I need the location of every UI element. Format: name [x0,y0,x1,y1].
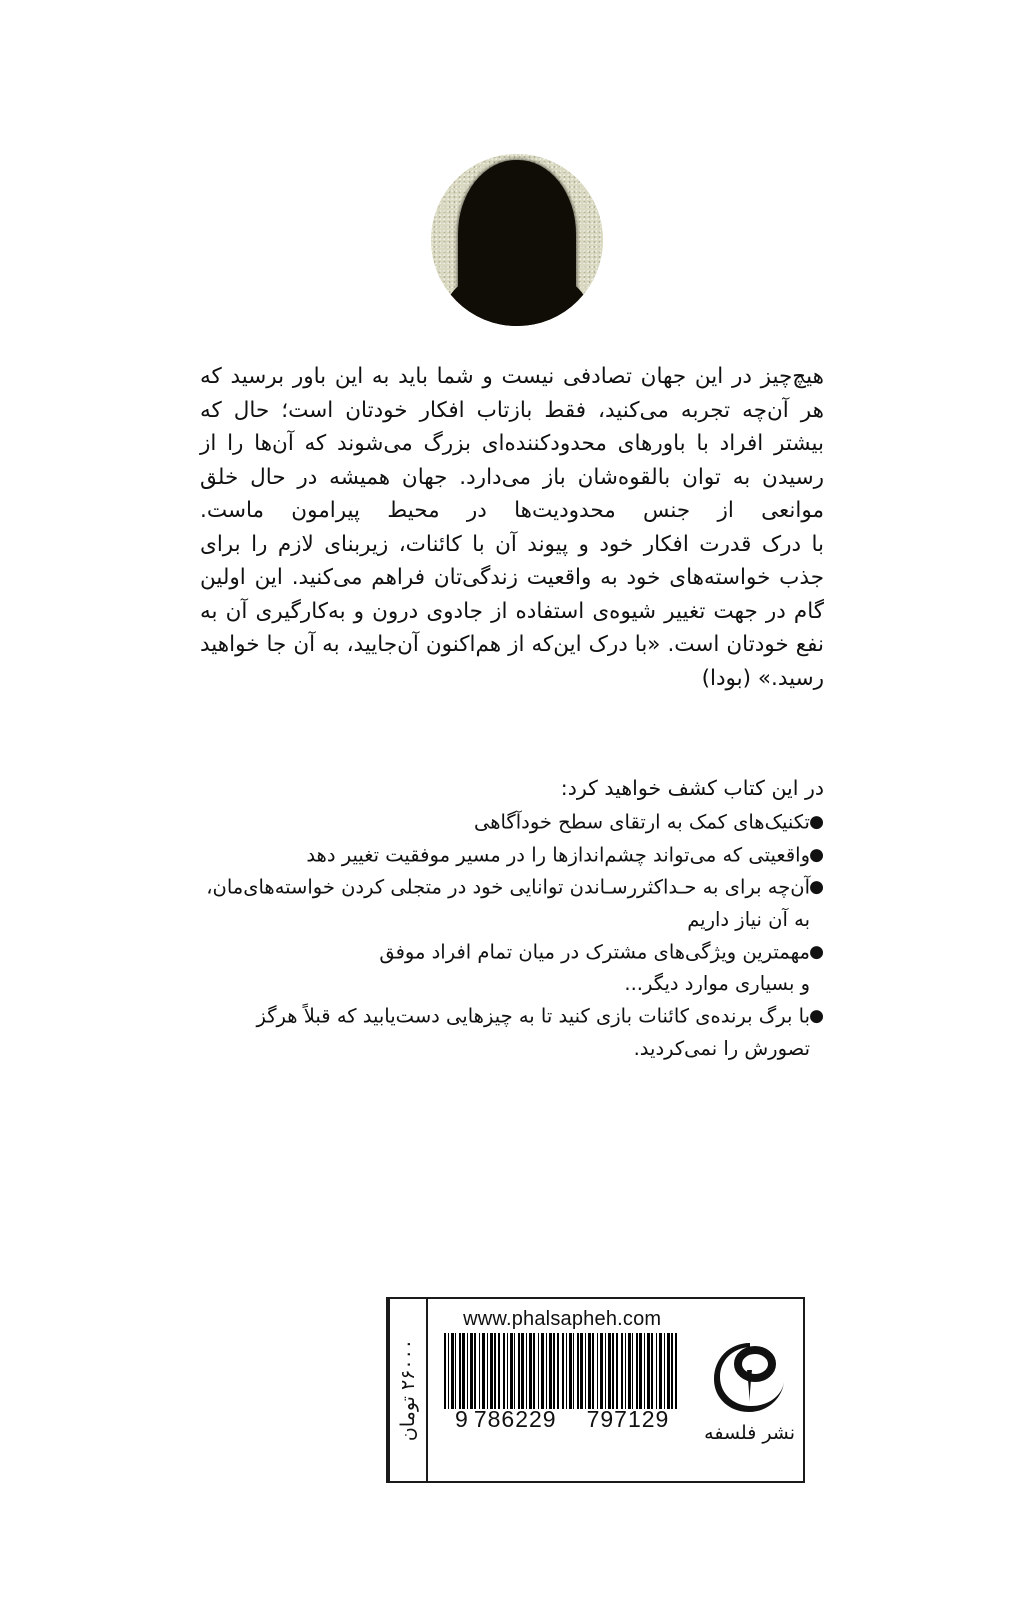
contents-intro-line: در این کتاب کشف خواهید کرد: [560,776,824,800]
price-strip [388,1299,426,1481]
price-label: ۲۶۰۰۰ تومان [397,1338,420,1442]
publisher-logo-icon [709,1336,791,1418]
publisher-barcode-box [386,1297,805,1483]
publisher-name-label: نشر فلسفه [704,1422,796,1444]
publisher-logo-block [696,1299,803,1481]
list-item [200,1000,824,1065]
shoulders-silhouette [442,274,592,326]
list-item [200,839,824,872]
bullet-icon: ● [809,812,824,832]
list-item-label: مهمترین ویژگی‌های مشترک در میان تمام افراد موفق [379,940,810,963]
list-item [200,806,824,839]
barcode-digits [436,1406,688,1433]
list-item-label: تکنیک‌های کمک به ارتقای سطح خودآگاهی [473,810,810,834]
list-item-label-continued: به آن نیاز داریم [687,907,810,931]
bullet-icon: ● [809,844,824,865]
list-item-label-continued: تصورش را نمی‌کردید. [633,1036,810,1060]
barcode-group-1: 786229 [473,1406,557,1432]
back-cover-blurb [200,360,824,695]
list-item-label-continued: و بسیاری موارد دیگر... [624,972,810,995]
publisher-website-url: www.phalsapheh.com [463,1308,662,1330]
blurb-paragraph-1: هیچ‌چیز در این جهان تصادفی نیست و شما باید به این باور برسید که هر آن‌چه تجربه می‌کنید، فقط بازتاب افکار خودتان است؛ حال که بیشتر افراد با باورهای محدودکننده‌ای بزرگ می‌شوند که آن‌ها را از رسیدن به توان بالقوه‌شان باز می‌دارد. جهان همیشه در حال خلق موانعی از جنس محدودیت‌ها در محیط پیرامون ماست. [200,364,824,523]
barcode-group-2: 797129 [586,1406,670,1432]
list-item-label: واقعیتی که می‌تواند چشم‌اندازها را در مسیر موفقیت تغییر دهد [306,843,810,866]
barcode-block [426,1299,696,1481]
author-portrait-photo [431,154,603,326]
book-contents-list [200,772,824,1065]
list-item [200,871,824,936]
bullet-icon: ● [809,1006,824,1026]
contents-bullet-list [200,806,824,1065]
blurb-paragraph-2: با درک قدرت افکار خود و پیوند آن با کائنات، زیربنای لازم را برای جذب خواسته‌های خود به واقعیت زندگی‌تان فراهم می‌کنید. این اولین گام در جهت تغییر شیوه‌ی استفاده از جادوی درون و به‌کارگیری آن به نفع خودتان است. «با درک این‌که از هم‌اکنون آن‌جایید، به آن جا خواهید رسید.» (بودا) [200,531,824,691]
bullet-icon: ● [809,941,824,962]
bullet-icon: ● [809,877,824,897]
barcode-wrapper [436,1333,688,1433]
barcode-lead-digit: 9 [455,1406,468,1432]
list-item-label: آن‌چه برای به حـداکثررسـاندن توانایی خود در متجلی کردن خواسته‌های‌مان، [206,875,810,899]
list-item [200,936,824,1001]
barcode-image [444,1333,680,1409]
list-item-label: با برگ برنده‌ی کائنات بازی کنید تا به چیزهایی دست‌یابید که قبلاً هرگز [256,1004,810,1028]
